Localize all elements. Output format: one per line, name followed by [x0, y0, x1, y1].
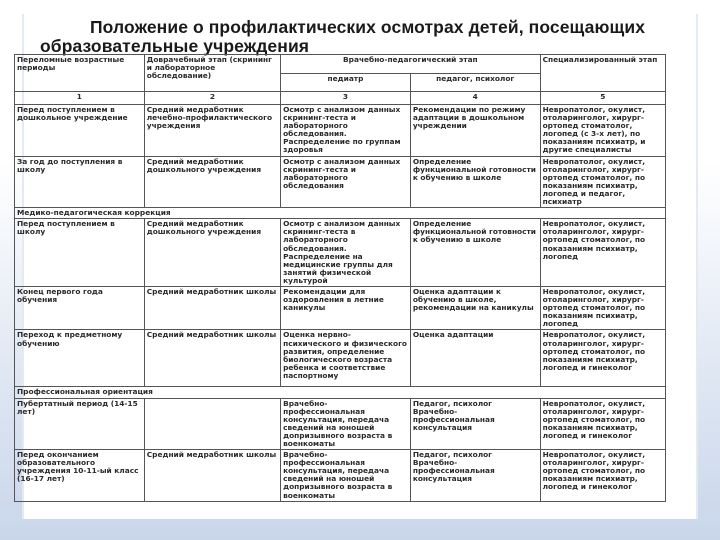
cell-pediatrician: Врачебно-профессиональная консультация, передача сведений на юношей допризывного возраста в военкоматы: [281, 398, 411, 450]
cell-psychologist: Рекомендации по режиму адаптации в дошкольном учреждении: [410, 105, 540, 157]
table-header-row: [15, 55, 666, 74]
cell-pediatrician: Осмотр с анализом данных скрининг-теста в лабораторного обследования. Распределение на медицинские группы для занятий физической культурой: [281, 219, 411, 287]
cell-pediatrician: Осмотр с анализом данных скрининг-теста и лабораторного обследования: [281, 156, 411, 208]
cell-period: Перед окончанием образовательного учреждения 10-11-ый класс (16-17 лет): [15, 450, 145, 502]
cell-pediatrician: Рекомендации для оздоровления в летние каникулы: [281, 286, 411, 329]
cell-pediatrician: Осмотр с анализом данных скрининг-теста и лабораторного обследования. Распределение по группам здоровья: [281, 105, 411, 157]
header-cell-specialized: Специализированный этап: [540, 55, 665, 92]
section-title: Профессиональная ориентация: [15, 387, 666, 398]
column-number: 2: [144, 92, 280, 105]
table-row: [15, 219, 666, 287]
cell-pediatrician: Врачебно-профессиональная консультация, передача сведений на юношей допризывного возраста в военкоматы: [281, 450, 411, 502]
cell-prephysician: Средний медработник дошкольного учреждения: [144, 156, 280, 208]
cell-psychologist: Педагог, психолог Врачебно-профессиональная консультация: [410, 398, 540, 450]
cell-psychologist: Определение функциональной готовности к обучению в школе: [410, 156, 540, 208]
cell-psychologist: Оценка адаптации: [410, 330, 540, 387]
cell-prephysician: Средний медработник школы: [144, 330, 280, 387]
section-title: Медико-педагогическая коррекция: [15, 208, 666, 219]
table-row: [15, 105, 666, 157]
table-row: [15, 286, 666, 329]
header-cell-medped: Врачебно-педагогический этап: [281, 55, 541, 74]
cell-pediatrician: Оценка нервно-психического и физического развития, определение биологического возраста ребенка и соответствие паспортному: [281, 330, 411, 387]
header-cell-prephysician: Доврачебный этап (скрининг и лабораторное обследование): [144, 55, 280, 92]
cell-specialized: Невропатолог, окулист, отоларинголог, хирург-ортопед стоматолог, по показаниям психиатр, логопед: [540, 219, 665, 287]
cell-period: За год до поступления в школу: [15, 156, 145, 208]
cell-prephysician: Средний медработник школы: [144, 450, 280, 502]
cell-specialized: Невропатолог, окулист, отоларинголог, хирург-ортопед стоматолог, по показаниям психиатр, логопед: [540, 286, 665, 329]
cell-period: Перед поступлением в дошкольное учреждение: [15, 105, 145, 157]
cell-period: Конец первого года обучения: [15, 286, 145, 329]
cell-specialized: Невропатолог, окулист, отоларинголог, хирург-ортопед стоматолог, по показаниям психиатр, логопед и гинеколог: [540, 330, 665, 387]
exam-table: [14, 54, 666, 502]
cell-psychologist: Определение функциональной готовности к обучению в школе: [410, 219, 540, 287]
table-row: [15, 398, 666, 450]
column-number: 5: [540, 92, 665, 105]
cell-specialized: Невропатолог, окулист, отоларинголог, хирург-ортопед стоматолог, по показаниям психиатр, логопед и гинеколог: [540, 398, 665, 450]
column-number-row: [15, 92, 666, 105]
cell-period: Пубертатный период (14-15 лет): [15, 398, 145, 450]
cell-period: Переход к предметному обучению: [15, 330, 145, 387]
cell-period: Перед поступлением в школу: [15, 219, 145, 287]
cell-psychologist: Оценка адаптации к обучению в школе, рекомендации на каникулы: [410, 286, 540, 329]
column-number: 3: [281, 92, 411, 105]
section-row: [15, 208, 666, 219]
cell-prephysician: Средний медработник школы: [144, 286, 280, 329]
header-cell-pediatrician: педиатр: [281, 73, 411, 92]
title-line-1: Положение о профилактических осмотрах детей, посещающих: [90, 17, 646, 37]
cell-prephysician: Средний медработник лечебно-профилактического учреждения: [144, 105, 280, 157]
column-number: 4: [410, 92, 540, 105]
cell-prephysician: Средний медработник дошкольного учреждения: [144, 219, 280, 287]
cell-prephysician: [144, 398, 280, 450]
column-number: 1: [15, 92, 145, 105]
table-row: [15, 156, 666, 208]
header-cell-periods: Переломные возрастные периоды: [15, 55, 145, 92]
cell-psychologist: Педагог, психолог Врачебно-профессиональная консультация: [410, 450, 540, 502]
title-line-2: образовательные учреждения: [40, 36, 310, 56]
section-row: [15, 387, 666, 398]
page-title: [40, 18, 680, 56]
table-row: [15, 330, 666, 387]
cell-specialized: Невропатолог, окулист, отоларинголог, хирург-ортопед стоматолог, по показаниям психиатр, логопед и гинеколог: [540, 450, 665, 502]
cell-specialized: Невропатолог, окулист, отоларинголог, хирург-ортопед стоматолог, логопед (с 3-х лет), по показаниям психиатр, и другие специалисты: [540, 105, 665, 157]
header-cell-psychologist: педагог, психолог: [410, 73, 540, 92]
table-row: [15, 450, 666, 502]
cell-specialized: Невропатолог, окулист, отоларинголог, хирург-ортопед стоматолог, по показаниям психиатр, логопед и педагог, психиатр: [540, 156, 665, 208]
